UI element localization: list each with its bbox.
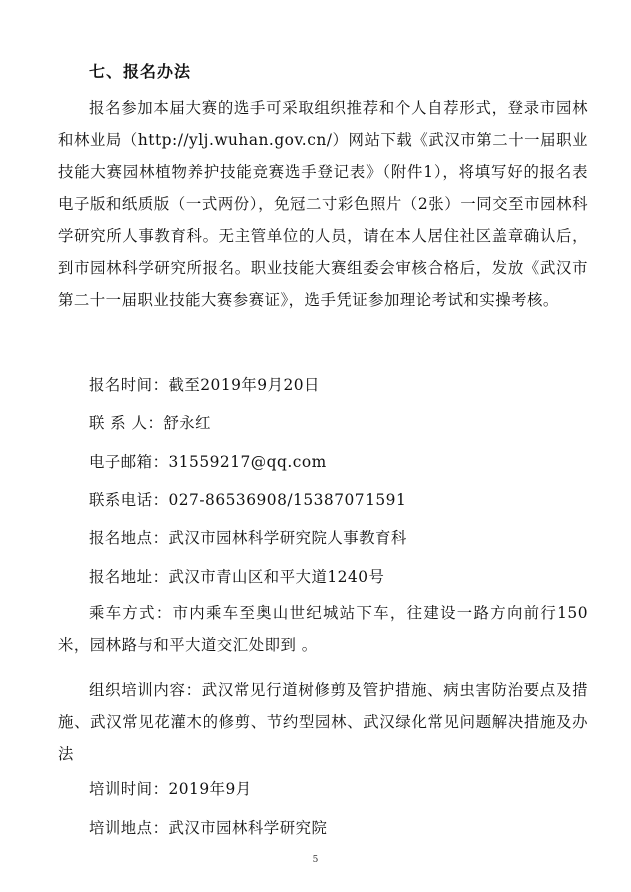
section-heading: 七、报名办法 <box>89 62 192 81</box>
page-number: 5 <box>312 855 319 865</box>
registration-method-paragraph: 报名参加本届大赛的选手可采取组织推荐和个人自荐形式，登录市园林和林业局（http://ylj.wuhan.gov.cn/）网站下载《武汉市第二十一届职业技能大赛园林植物养护技能竞赛选手登记表》（附件1），将填写好的报名表电子版和纸质版（一式两份），免冠二寸彩色照片（2张）一同交至市园林科学研究所人事教育科。无主管单位的人员，请在本人居住社区盖章确认后，到市园林科学研究所报名。职业技能大赛组委会审核合格后，发放《武汉市第二十一届职业技能大赛参赛证》，选手凭证参加理论考试和实操考核。 <box>58 99 588 309</box>
registration-time: 报名时间：截至2019年9月20日 <box>89 376 320 394</box>
contact-email: 电子邮箱：31559217@qq.com <box>89 453 327 471</box>
training-place: 培训地点：武汉市园林科学研究院 <box>89 819 328 837</box>
training-content: 组织培训内容：武汉常见行道树修剪及管护措施、病虫害防治要点及措施、武汉常见花灌木的修剪、节约型园林、武汉绿化常见问题解决措施及办法 <box>58 681 588 763</box>
registration-address: 报名地址：武汉市青山区和平大道1240号 <box>89 568 385 586</box>
training-time: 培训时间：2019年9月 <box>89 780 252 798</box>
contact-person: 联 系 人：舒永红 <box>89 414 212 432</box>
contact-phone: 联系电话：027-86536908/15387071591 <box>89 491 407 509</box>
transport-directions: 乘车方式：市内乘车至奥山世纪城站下车，往建设一路方向前行150米，园林路与和平大道交汇处即到 。 <box>58 604 588 654</box>
registration-place: 报名地点：武汉市园林科学研究院人事教育科 <box>89 529 407 547</box>
